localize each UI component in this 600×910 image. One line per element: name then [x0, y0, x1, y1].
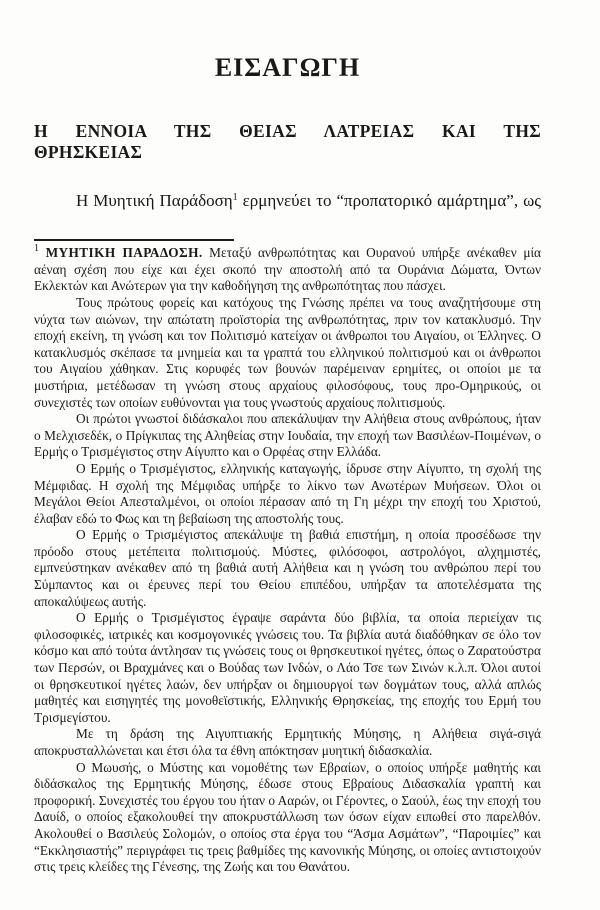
footnote-paragraph: Ο Μωυσής, ο Μύστης και νομοθέτης των Εβραίων, ο οποίος υπήρξε μαθητής και διδάσκαλος της Ερμητικής Μύησης, έδωσε στους Εβραίους Διδασκαλία γραπτή και προφορική. Συνεχιστές του έργου του ήταν ο Ααρών, οι Γέροντες, ο Σαούλ, έως την εποχή του Δαυίδ, ο οποίος εξακολουθεί την αποκρυστάλλωση των όσων είχαν ειπωθεί στο παρελθόν. Ακολουθεί ο Βασιλεύς Σολομών, ο οποίος στα έργα του “Άσμα Ασμάτων”, “Παροιμίες” και “Εκκλησιαστής” περιγράφει τις τρεις βαθμίδες της κανονικής Μύησης, οι οποίες αντιστοιχούν στις τρεις κλείδες της Γένεσης, της Ζωής και του Θανάτου. [34, 759, 541, 875]
footnote-marker: 1 [34, 243, 39, 255]
footnote-first-text: Μεταξύ ανθρωπότητας και Ουρανού υπήρξε ανέκαθεν μία αέναη σχέση που είχε και έχει σκοπό την αποστολή από τα Ουράνια Δώματα, Όντων Εκλεκτών και Ανώτερων για την καθοδήγηση της ανθρωπότητας που πάσχει. [34, 245, 542, 294]
footnote-paragraph: Ο Ερμής ο Τρισμέγιστος έγραψε σαράντα δύο βιβλία, τα οποία περιείχαν τις φιλοσοφικές, ιατρικές και κοσμογονικές γνώσεις του. Τα βιβλία αυτά διαδόθηκαν σε όλο τον κόσμο και από τούτα άντλησαν τις γνώσεις τους οι θρησκευτικοί ηγέτες, όπως ο Ζαρατούστρα των Περσών, οι Βραχμάνες και ο Βούδας των Ινδών, ο Λάο Τσε των Σινών κ.λ.π. Όλοι αυτοί οι θρησκευτικοί ηγέτες λαών, δεν υπήρξαν οι δημιουργοί των δογμάτων τους, αλλά απλώς μαθητές και εισηγητές της μονοθεϊστικής, Ελληνικής Θρησκείας, της εποχής του Ερμή του Τρισμεγίστου. [34, 610, 541, 725]
footnote-paragraph: Οι πρώτοι γνωστοί διδάσκαλοι που απεκάλυψαν την Αλήθεια στους ανθρώπους, ήταν ο Μελχισεδέκ, ο Πρίγκιπας της Αληθείας στην Ιουδαία, την εποχή των Βασιλέων-Ποιμένων, ο Ερμής ο Τρισμέγιστος στην Αίγυπτο και ο Ορφέας στην Ελλάδα. [34, 411, 541, 460]
footnote-paragraph: Τους πρώτους φορείς και κατόχους της Γνώσης πρέπει να τους αναζητήσουμε στη νύχτα των αιώνων, την απώτατη προϊστορία της ανθρωπότητας, πριν τον κατακλυσμό. Την εποχή εκείνη, τη γνώση και τον Πολιτισμό κατείχαν οι άνθρωποι του Αιγαίου, οι Έλληνες. Ο κατακλυσμός σκέπασε τα μνημεία και τα γραπτά του ελληνικού πολιτισμού και οι άνθρωποι του Αιγαίου χάθηκαν. Στις κορυφές των βουνών παρέμειναν ερημίτες, οι οποίοι με τα μυστήρια, μετέδωσαν τη γνώση στους αρχαίους φιλοσόφους, τους προ-Ομηρικούς, οι συνεχιστές των οποίων ευθύνονται για τους γνωστούς αρχαίους πολιτισμούς. [34, 294, 541, 410]
footnote-paragraph: Ο Ερμής ο Τρισμέγιστος, ελληνικής καταγωγής, ίδρυσε στην Αίγυπτο, τη σχολή της Μέμφιδας. Η σχολή της Μέμφιδας υπήρξε το λίκνο των Ανωτέρων Μυήσεων. Όλοι οι Μεγάλοι Θείοι Απεσταλμένοι, οι οποίοι πέρασαν από τη Γη μέχρι την εποχή του Χριστού, έλαβαν εδώ το Φως και τη βεβαίωση της αποστολής τους. [34, 460, 541, 526]
body-text-after-ref: ερμηνεύει το “προπατορικό αμάρτημα”, ως [237, 191, 541, 211]
footnote-paragraph: Με τη δράση της Αιγυπτιακής Ερμητικής Μύησης, η Αλήθεια σιγά-σιγά αποκρυσταλλώνεται και έτσι όλα τα έθνη απόκτησαν μυητική διδασκαλία. [34, 726, 541, 758]
section-heading [34, 121, 541, 163]
section-heading-line1: Η ΕΝΝΟΙΑ ΤΗΣ ΘΕΙΑΣ ΛΑΤΡΕΙΑΣ ΚΑΙ ΤΗΣ [34, 121, 541, 142]
page-title: ΕΙΣΑΓΩΓΗ [214, 53, 361, 82]
section-heading-line2: ΘΡΗΣΚΕΙΑΣ [34, 142, 143, 163]
footnote-paragraph: Ο Ερμής ο Τρισμέγιστος απεκάλυψε τη βαθιά επιστήμη, η οποία προσέδωσε την πρόοδο στους μετέπειτα πολιτισμούς. Μύστες, φιλόσοφοι, αστρολόγοι, αλχημιστές, εμπνεύστηκαν ανέκαθεν από τη βαθιά αυτή Αλήθεια και η γνώση του ανθρώπου περί του Σύμπαντος και οι έρευνες περί του Θείου επιπέδου, υπήρξαν τα αποτελέσματα της αποκαλύψεως αυτής. [34, 527, 541, 609]
body-paragraph [34, 190, 541, 212]
footnote-paragraph-first [34, 245, 541, 295]
footnote-block [34, 239, 541, 876]
footnote-reference-superscript: 1 [232, 192, 238, 204]
footnote-separator-rule [34, 239, 234, 241]
body-text-before-ref: Η Μυητική Παράδοση [76, 191, 233, 211]
footnote-term-label: ΜΥΗΤΙΚΗ ΠΑΡΑΔΟΣΗ. [45, 245, 203, 261]
